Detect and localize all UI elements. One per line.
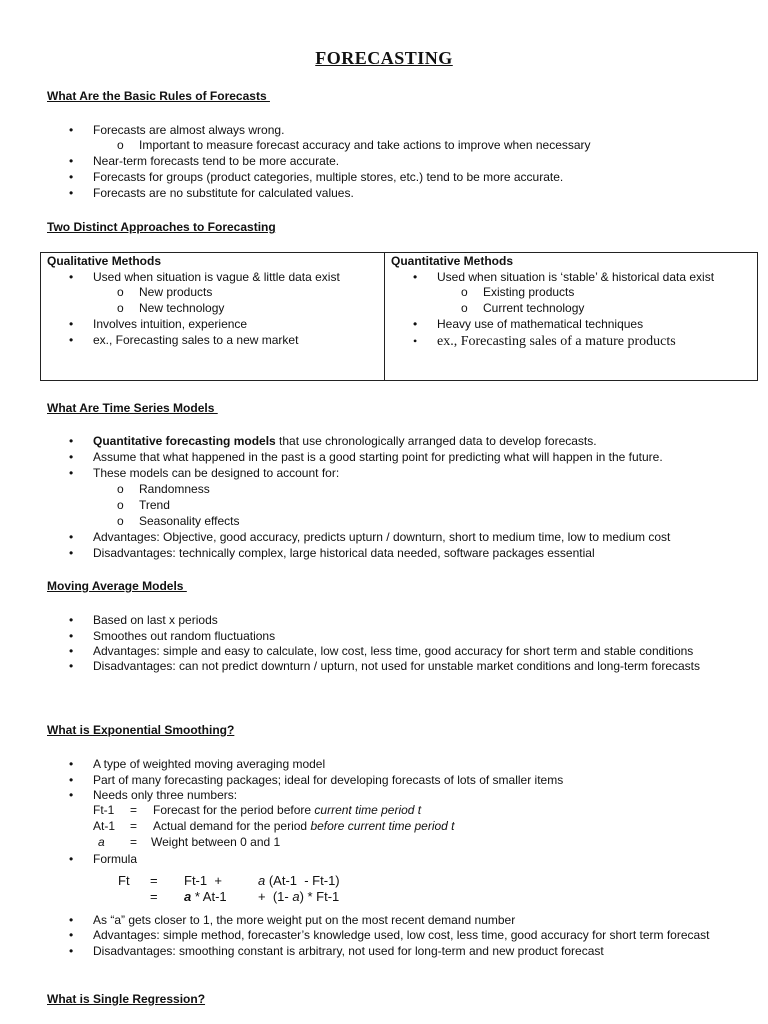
- list-item: [47, 788, 737, 851]
- list-item: • ex., Forecasting sales to a new market: [41, 332, 384, 348]
- formula-alpha: a: [292, 889, 300, 904]
- list-item: • Smoothes out random fluctuations: [47, 628, 727, 644]
- formula-term: [258, 873, 340, 888]
- qualitative-list: [41, 269, 384, 348]
- formula-term: Ft-1 +: [184, 873, 222, 888]
- list-item: • Heavy use of mathematical techniques: [385, 316, 725, 332]
- list-item: • Advantages: simple and easy to calculate, low cost, less time, good accuracy for short term and stable conditions: [47, 644, 727, 659]
- sub-list-item: o Trend: [93, 497, 757, 513]
- definition-text: Weight between 0 and 1: [151, 835, 281, 849]
- definition-symbol: Ft-1: [93, 803, 115, 817]
- qualitative-column: [41, 253, 385, 380]
- list-item: • ex., Forecasting sales of a mature products: [385, 332, 725, 351]
- sub-list-item: o Randomness: [93, 481, 757, 497]
- page-title: FORECASTING: [315, 48, 453, 68]
- quantitative-list: [385, 269, 725, 351]
- list-item: • Disadvantages: can not predict downturn / upturn, not used for unstable market conditions and long-term forecasts: [47, 659, 727, 674]
- sub-list-item: o New technology: [93, 300, 384, 316]
- sub-list-item: o New products: [93, 284, 384, 300]
- sub-list: [93, 284, 384, 316]
- list-item: • Part of many forecasting packages; ideal for developing forecasts of lots of smaller items: [47, 772, 737, 788]
- list-item: [47, 122, 747, 153]
- heading-exponential-smoothing: What is Exponential Smoothing?: [47, 723, 235, 737]
- list-item: • Based on last x periods: [47, 612, 727, 628]
- approaches-table: [40, 252, 758, 381]
- definition-at1: [93, 819, 737, 835]
- heading-time-series: What Are Time Series Models: [47, 401, 218, 415]
- formula-term-rest: (At-1 - Ft-1): [265, 873, 340, 888]
- definition-italic: before current time period t: [310, 819, 455, 833]
- time-series-list: [47, 433, 757, 561]
- list-item: • Assume that what happened in the past is a good starting point for predicting what will happen in the future.: [47, 449, 757, 465]
- sub-list-item: o Important to measure forecast accuracy and take actions to improve when necessary: [93, 137, 747, 153]
- qualitative-title: Qualitative Methods: [47, 254, 162, 268]
- formula-lhs: Ft: [118, 873, 130, 888]
- formula-term-rest: ) * Ft-1: [299, 889, 340, 904]
- exponential-list: [47, 756, 737, 867]
- list-item: • Disadvantages: technically complex, large historical data needed, software packages essential: [47, 545, 757, 561]
- sub-list: [93, 481, 757, 529]
- list-item: [47, 433, 757, 449]
- sub-list-item: o Seasonality effects: [93, 513, 757, 529]
- sub-list: [93, 137, 747, 153]
- definition-equals: =: [130, 819, 138, 833]
- list-item: • Formula: [47, 851, 737, 867]
- definition-italic: current time period t: [314, 803, 422, 817]
- formula-equals: =: [150, 889, 158, 904]
- list-item: [47, 465, 757, 529]
- definition-equals: =: [130, 835, 138, 849]
- definition-a: [93, 835, 737, 851]
- formula-equals: =: [150, 873, 158, 888]
- quantitative-column: [385, 253, 757, 380]
- formula-alpha: a: [258, 873, 266, 888]
- list-item: • Disadvantages: smoothing constant is arbitrary, not used for long-term and new product forecast: [47, 943, 737, 959]
- bold-lead: Quantitative forecasting models: [93, 434, 276, 448]
- heading-single-regression: What is Single Regression?: [47, 992, 206, 1006]
- exponential-list-after: [47, 912, 737, 959]
- formula-term: [184, 889, 227, 904]
- list-item-text: Forecasts are almost always wrong.: [93, 123, 285, 137]
- list-item: • Forecasts for groups (product categories, multiple stores, etc.) tend to be more accurate.: [47, 169, 747, 185]
- list-item: • Advantages: Objective, good accuracy, predicts upturn / downturn, short to medium time, low to medium cost: [47, 529, 757, 545]
- definition-text: [153, 803, 421, 818]
- list-item: • Forecasts are no substitute for calculated values.: [47, 185, 747, 201]
- list-item: • As “a” gets closer to 1, the more weight put on the most recent demand number: [47, 912, 737, 928]
- heading-moving-average: Moving Average Models: [47, 579, 187, 593]
- definition-symbol: a: [98, 835, 105, 849]
- sub-list: [437, 284, 725, 316]
- list-item-text: Needs only three numbers:: [93, 788, 238, 802]
- heading-basic-rules: What Are the Basic Rules of Forecasts: [47, 89, 270, 103]
- lead-rest: that use chronologically arranged data to develop forecasts.: [275, 434, 597, 448]
- definition-text: [153, 819, 455, 834]
- definition-plain: Actual demand for the period: [153, 819, 311, 833]
- list-item-text: Used when situation is vague & little data exist: [93, 270, 340, 284]
- list-item: • Advantages: simple method, forecaster’s knowledge used, low cost, less time, good accuracy for short term forecast: [47, 928, 737, 943]
- definition-plain: Forecast for the period before: [153, 803, 315, 817]
- list-item-text: Used when situation is ‘stable’ & historical data exist: [437, 270, 715, 284]
- list-item-text: These models can be designed to account for:: [93, 466, 340, 480]
- definition-equals: =: [130, 803, 138, 817]
- formula-term: [258, 889, 339, 904]
- formula-term-part: + (1-: [258, 889, 293, 904]
- basic-rules-list: [47, 122, 747, 201]
- formula-alpha: a: [184, 889, 192, 904]
- definition-symbol: At-1: [93, 819, 116, 833]
- quantitative-title: Quantitative Methods: [391, 254, 514, 268]
- moving-average-list: [47, 612, 727, 674]
- definition-ft1: [93, 803, 737, 819]
- list-item: • Involves intuition, experience: [41, 316, 384, 332]
- sub-list-item: o Current technology: [437, 300, 725, 316]
- list-item: [385, 269, 725, 316]
- list-item: • Near-term forecasts tend to be more accurate.: [47, 153, 747, 169]
- list-item: • A type of weighted moving averaging model: [47, 756, 737, 772]
- formula-term-rest: * At-1: [191, 889, 227, 904]
- heading-approaches: Two Distinct Approaches to Forecasting: [47, 220, 276, 234]
- list-item: [41, 269, 384, 316]
- sub-list-item: o Existing products: [437, 284, 725, 300]
